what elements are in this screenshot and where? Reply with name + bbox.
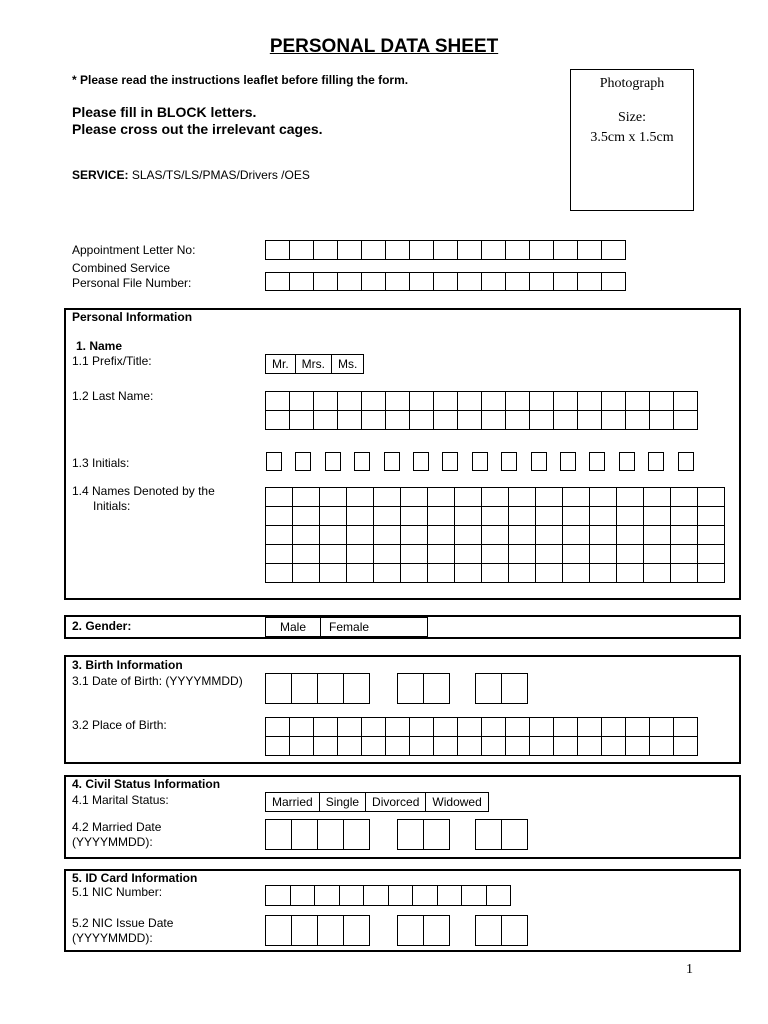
marital-option-single[interactable]: Single xyxy=(320,793,366,811)
input-cell[interactable] xyxy=(409,736,433,755)
input-cell[interactable] xyxy=(454,487,481,506)
input-cell[interactable] xyxy=(427,544,454,563)
input-cell[interactable] xyxy=(313,410,337,429)
initials-label: 1.3 Initials: xyxy=(72,456,130,470)
marital-status-label: 4.1 Marital Status: xyxy=(72,793,169,807)
service-line xyxy=(72,168,310,183)
input-cell[interactable] xyxy=(339,885,364,905)
input-cell[interactable] xyxy=(313,240,337,259)
input-cell[interactable] xyxy=(427,506,454,525)
input-cell[interactable] xyxy=(423,915,449,945)
input-cell[interactable] xyxy=(346,525,373,544)
input-cell[interactable] xyxy=(409,240,433,259)
input-cell[interactable] xyxy=(337,410,361,429)
input-cell[interactable] xyxy=(337,736,361,755)
input-cell[interactable] xyxy=(601,240,625,259)
input-cell[interactable] xyxy=(361,410,385,429)
input-cell[interactable] xyxy=(697,525,724,544)
gender-options xyxy=(265,617,428,637)
input-cell[interactable] xyxy=(486,885,511,905)
input-cell[interactable] xyxy=(535,506,562,525)
input-cell[interactable] xyxy=(433,240,457,259)
input-cell[interactable] xyxy=(529,717,553,736)
input-cell[interactable] xyxy=(265,506,292,525)
input-cell[interactable] xyxy=(508,525,535,544)
input-cell[interactable] xyxy=(400,506,427,525)
input-cell[interactable] xyxy=(673,391,697,410)
input-cell[interactable] xyxy=(427,487,454,506)
names-label-line1: 1.4 Names Denoted by the xyxy=(72,484,215,498)
input-cell[interactable] xyxy=(319,525,346,544)
dob-year-cells[interactable] xyxy=(265,673,370,704)
input-cell[interactable] xyxy=(601,272,625,290)
input-cell[interactable] xyxy=(589,506,616,525)
input-cell[interactable] xyxy=(265,885,290,905)
input-cell[interactable] xyxy=(697,487,724,506)
input-cell[interactable] xyxy=(433,410,457,429)
married-day-cells[interactable] xyxy=(475,819,528,850)
input-cell[interactable] xyxy=(373,506,400,525)
input-cell[interactable] xyxy=(289,717,313,736)
initial-box[interactable] xyxy=(501,452,517,471)
input-cell[interactable] xyxy=(373,563,400,582)
input-cell[interactable] xyxy=(505,736,529,755)
input-cell[interactable] xyxy=(337,240,361,259)
input-cell[interactable] xyxy=(437,885,462,905)
input-cell[interactable] xyxy=(616,525,643,544)
input-cell[interactable] xyxy=(601,717,625,736)
input-cell[interactable] xyxy=(670,563,697,582)
initial-box[interactable] xyxy=(531,452,547,471)
input-cell[interactable] xyxy=(346,487,373,506)
input-cell[interactable] xyxy=(385,240,409,259)
input-cell[interactable] xyxy=(292,506,319,525)
initial-box[interactable] xyxy=(413,452,429,471)
input-cell[interactable] xyxy=(535,544,562,563)
input-cell[interactable] xyxy=(427,563,454,582)
input-cell[interactable] xyxy=(346,544,373,563)
input-cell[interactable] xyxy=(535,563,562,582)
initial-box[interactable] xyxy=(266,452,282,471)
initial-box[interactable] xyxy=(648,452,664,471)
input-cell[interactable] xyxy=(292,563,319,582)
input-cell[interactable] xyxy=(553,410,577,429)
file-label-line2: Personal File Number: xyxy=(72,276,192,290)
initial-box[interactable] xyxy=(619,452,635,471)
initial-box[interactable] xyxy=(472,452,488,471)
page-number: 1 xyxy=(686,962,693,977)
nic-number-label: 5.1 NIC Number: xyxy=(72,885,163,899)
input-cell[interactable] xyxy=(461,885,486,905)
marital-option-widowed[interactable]: Widowed xyxy=(432,795,482,809)
input-cell[interactable] xyxy=(409,717,433,736)
input-cell[interactable] xyxy=(457,240,481,259)
input-cell[interactable] xyxy=(577,736,601,755)
input-cell[interactable] xyxy=(553,391,577,410)
input-cell[interactable] xyxy=(385,736,409,755)
input-cell[interactable] xyxy=(346,506,373,525)
input-cell[interactable] xyxy=(697,544,724,563)
married-date-label-line1: 4.2 Married Date xyxy=(72,820,162,834)
input-cell[interactable] xyxy=(400,563,427,582)
input-cell[interactable] xyxy=(501,673,527,703)
prefix-option-mrs[interactable]: Mrs. xyxy=(296,355,332,373)
input-cell[interactable] xyxy=(346,563,373,582)
input-cell[interactable] xyxy=(400,544,427,563)
name-header: 1. Name xyxy=(76,339,123,353)
input-cell[interactable] xyxy=(529,391,553,410)
birth-place-cells[interactable] xyxy=(265,717,698,756)
input-cell[interactable] xyxy=(673,717,697,736)
input-cell[interactable] xyxy=(291,673,317,703)
input-cell[interactable] xyxy=(373,487,400,506)
input-cell[interactable] xyxy=(475,915,501,945)
input-cell[interactable] xyxy=(292,544,319,563)
input-cell[interactable] xyxy=(616,544,643,563)
input-cell[interactable] xyxy=(397,673,423,703)
input-cell[interactable] xyxy=(317,915,343,945)
married-date-label-line2: (YYYYMMDD): xyxy=(72,835,153,849)
prefix-options xyxy=(265,354,364,374)
input-cell[interactable] xyxy=(501,819,527,849)
names-label-line2: Initials: xyxy=(93,499,131,513)
input-cell[interactable] xyxy=(265,915,291,945)
id-header: 5. ID Card Information xyxy=(72,871,198,885)
input-cell[interactable] xyxy=(457,736,481,755)
nic-issue-day-cells[interactable] xyxy=(475,915,528,946)
input-cell[interactable] xyxy=(265,819,291,849)
input-cell[interactable] xyxy=(337,272,361,290)
names-denoted-cells[interactable] xyxy=(265,487,725,583)
input-cell[interactable] xyxy=(643,506,670,525)
input-cell[interactable] xyxy=(601,391,625,410)
input-cell[interactable] xyxy=(562,563,589,582)
prefix-option-mr[interactable]: Mr. xyxy=(266,355,296,373)
marital-options xyxy=(265,792,489,812)
input-cell[interactable] xyxy=(616,487,643,506)
input-cell[interactable] xyxy=(481,544,508,563)
input-cell[interactable] xyxy=(553,736,577,755)
input-cell[interactable] xyxy=(385,717,409,736)
input-cell[interactable] xyxy=(508,544,535,563)
input-cell[interactable] xyxy=(265,736,289,755)
input-cell[interactable] xyxy=(481,391,505,410)
input-cell[interactable] xyxy=(291,819,317,849)
input-cell[interactable] xyxy=(373,525,400,544)
input-cell[interactable] xyxy=(553,717,577,736)
initial-box[interactable] xyxy=(442,452,458,471)
input-cell[interactable] xyxy=(319,544,346,563)
input-cell[interactable] xyxy=(337,717,361,736)
input-cell[interactable] xyxy=(553,272,577,290)
input-cell[interactable] xyxy=(577,272,601,290)
input-cell[interactable] xyxy=(289,240,313,259)
married-year-cells[interactable] xyxy=(265,819,370,850)
service-label: SERVICE: xyxy=(72,168,129,182)
input-cell[interactable] xyxy=(649,391,673,410)
input-cell[interactable] xyxy=(457,391,481,410)
input-cell[interactable] xyxy=(649,736,673,755)
input-cell[interactable] xyxy=(481,736,505,755)
input-cell[interactable] xyxy=(529,736,553,755)
input-cell[interactable] xyxy=(643,544,670,563)
input-cell[interactable] xyxy=(625,736,649,755)
input-cell[interactable] xyxy=(508,487,535,506)
input-cell[interactable] xyxy=(290,885,315,905)
input-cell[interactable] xyxy=(529,272,553,290)
input-cell[interactable] xyxy=(397,819,423,849)
input-cell[interactable] xyxy=(535,525,562,544)
input-cell[interactable] xyxy=(265,544,292,563)
last-name-label: 1.2 Last Name: xyxy=(72,389,154,403)
input-cell[interactable] xyxy=(385,391,409,410)
input-cell[interactable] xyxy=(317,819,343,849)
input-cell[interactable] xyxy=(625,391,649,410)
input-cell[interactable] xyxy=(454,563,481,582)
nic-issue-month-cells[interactable] xyxy=(397,915,450,946)
input-cell[interactable] xyxy=(289,410,313,429)
input-cell[interactable] xyxy=(673,410,697,429)
input-cell[interactable] xyxy=(265,673,291,703)
personal-header: Personal Information xyxy=(72,310,193,324)
input-cell[interactable] xyxy=(361,240,385,259)
input-cell[interactable] xyxy=(317,673,343,703)
input-cell[interactable] xyxy=(529,410,553,429)
input-cell[interactable] xyxy=(265,391,289,410)
input-cell[interactable] xyxy=(361,736,385,755)
input-cell[interactable] xyxy=(562,506,589,525)
appointment-number-cells[interactable] xyxy=(265,240,626,260)
input-cell[interactable] xyxy=(697,563,724,582)
file-label-line1: Combined Service xyxy=(72,261,171,275)
input-cell[interactable] xyxy=(481,506,508,525)
input-cell[interactable] xyxy=(601,410,625,429)
input-cell[interactable] xyxy=(454,544,481,563)
input-cell[interactable] xyxy=(314,885,339,905)
input-cell[interactable] xyxy=(433,391,457,410)
input-cell[interactable] xyxy=(433,717,457,736)
input-cell[interactable] xyxy=(643,563,670,582)
cross-out-note: Please cross out the irrelevant cages. xyxy=(72,121,323,137)
input-cell[interactable] xyxy=(670,487,697,506)
input-cell[interactable] xyxy=(319,506,346,525)
input-cell[interactable] xyxy=(292,525,319,544)
input-cell[interactable] xyxy=(481,717,505,736)
block-letters-note: Please fill in BLOCK letters. xyxy=(72,104,257,120)
input-cell[interactable] xyxy=(601,736,625,755)
input-cell[interactable] xyxy=(313,717,337,736)
input-cell[interactable] xyxy=(319,487,346,506)
appointment-label: Appointment Letter No: xyxy=(72,243,196,257)
input-cell[interactable] xyxy=(363,885,388,905)
input-cell[interactable] xyxy=(505,240,529,259)
input-cell[interactable] xyxy=(427,525,454,544)
input-cell[interactable] xyxy=(643,487,670,506)
nic-number-cells[interactable] xyxy=(265,885,511,906)
input-cell[interactable] xyxy=(577,391,601,410)
input-cell[interactable] xyxy=(625,410,649,429)
input-cell[interactable] xyxy=(673,736,697,755)
input-cell[interactable] xyxy=(501,915,527,945)
dob-label: 3.1 Date of Birth: (YYYYMMDD) xyxy=(72,674,243,688)
input-cell[interactable] xyxy=(670,544,697,563)
input-cell[interactable] xyxy=(337,391,361,410)
photo-size-label: Size: xyxy=(618,110,646,125)
input-cell[interactable] xyxy=(343,673,369,703)
input-cell[interactable] xyxy=(505,391,529,410)
input-cell[interactable] xyxy=(289,391,313,410)
input-cell[interactable] xyxy=(400,487,427,506)
file-number-cells[interactable] xyxy=(265,272,626,291)
input-cell[interactable] xyxy=(388,885,413,905)
input-cell[interactable] xyxy=(457,717,481,736)
input-cell[interactable] xyxy=(481,240,505,259)
photograph-box[interactable] xyxy=(570,69,694,211)
birth-header: 3. Birth Information xyxy=(72,658,183,672)
input-cell[interactable] xyxy=(577,240,601,259)
initial-box[interactable] xyxy=(678,452,694,471)
input-cell[interactable] xyxy=(289,736,313,755)
input-cell[interactable] xyxy=(361,717,385,736)
marital-option-married[interactable]: Married xyxy=(266,793,320,811)
input-cell[interactable] xyxy=(505,272,529,290)
input-cell[interactable] xyxy=(343,915,369,945)
dob-month-cells[interactable] xyxy=(397,673,450,704)
input-cell[interactable] xyxy=(505,410,529,429)
input-cell[interactable] xyxy=(361,391,385,410)
input-cell[interactable] xyxy=(313,391,337,410)
input-cell[interactable] xyxy=(397,915,423,945)
input-cell[interactable] xyxy=(265,717,289,736)
initial-box[interactable] xyxy=(560,452,576,471)
input-cell[interactable] xyxy=(553,240,577,259)
input-cell[interactable] xyxy=(409,391,433,410)
input-cell[interactable] xyxy=(616,506,643,525)
gender-option-female[interactable]: Female xyxy=(329,620,370,634)
initial-box[interactable] xyxy=(589,452,605,471)
service-options[interactable]: SLAS/TS/LS/PMAS/Drivers /OES xyxy=(131,168,310,182)
input-cell[interactable] xyxy=(361,272,385,290)
input-cell[interactable] xyxy=(433,272,457,290)
input-cell[interactable] xyxy=(589,544,616,563)
input-cell[interactable] xyxy=(625,717,649,736)
input-cell[interactable] xyxy=(481,410,505,429)
input-cell[interactable] xyxy=(412,885,437,905)
page-title: PERSONAL DATA SHEET xyxy=(269,36,499,57)
input-cell[interactable] xyxy=(505,717,529,736)
input-cell[interactable] xyxy=(291,915,317,945)
input-cell[interactable] xyxy=(343,819,369,849)
dob-day-cells[interactable] xyxy=(475,673,528,704)
input-cell[interactable] xyxy=(562,544,589,563)
input-cell[interactable] xyxy=(589,487,616,506)
input-cell[interactable] xyxy=(265,272,289,290)
input-cell[interactable] xyxy=(481,487,508,506)
nic-issue-year-cells[interactable] xyxy=(265,915,370,946)
married-month-cells[interactable] xyxy=(397,819,450,850)
input-cell[interactable] xyxy=(265,563,292,582)
prefix-label: 1.1 Prefix/Title: xyxy=(72,354,152,368)
input-cell[interactable] xyxy=(475,819,501,849)
input-cell[interactable] xyxy=(670,525,697,544)
input-cell[interactable] xyxy=(373,544,400,563)
input-cell[interactable] xyxy=(454,525,481,544)
input-cell[interactable] xyxy=(649,410,673,429)
input-cell[interactable] xyxy=(265,410,289,429)
input-cell[interactable] xyxy=(433,736,457,755)
input-cell[interactable] xyxy=(409,272,433,290)
input-cell[interactable] xyxy=(265,525,292,544)
input-cell[interactable] xyxy=(409,410,433,429)
birth-place-label: 3.2 Place of Birth: xyxy=(72,718,167,732)
input-cell[interactable] xyxy=(475,673,501,703)
input-cell[interactable] xyxy=(589,563,616,582)
instructions-note: * Please read the instructions leaflet before filling the form. xyxy=(72,73,409,87)
input-cell[interactable] xyxy=(385,272,409,290)
input-cell[interactable] xyxy=(292,487,319,506)
input-cell[interactable] xyxy=(457,410,481,429)
civil-header: 4. Civil Status Information xyxy=(72,777,221,791)
input-cell[interactable] xyxy=(481,525,508,544)
photo-label: Photograph xyxy=(599,76,665,91)
input-cell[interactable] xyxy=(423,819,449,849)
nic-issue-label-line1: 5.2 NIC Issue Date xyxy=(72,916,174,930)
photo-size-value: 3.5cm x 1.5cm xyxy=(590,130,674,145)
input-cell[interactable] xyxy=(313,272,337,290)
last-name-cells[interactable] xyxy=(265,391,698,430)
input-cell[interactable] xyxy=(670,506,697,525)
input-cell[interactable] xyxy=(616,563,643,582)
input-cell[interactable] xyxy=(649,717,673,736)
initial-box[interactable] xyxy=(295,452,311,471)
input-cell[interactable] xyxy=(697,506,724,525)
input-cell[interactable] xyxy=(562,525,589,544)
input-cell[interactable] xyxy=(643,525,670,544)
input-cell[interactable] xyxy=(313,736,337,755)
nic-issue-label-line2: (YYYYMMDD): xyxy=(72,931,153,945)
input-cell[interactable] xyxy=(265,487,292,506)
input-cell[interactable] xyxy=(508,563,535,582)
input-cell[interactable] xyxy=(319,563,346,582)
marital-option-divorced[interactable]: Divorced xyxy=(366,793,426,811)
input-cell[interactable] xyxy=(385,410,409,429)
input-cell[interactable] xyxy=(400,525,427,544)
input-cell[interactable] xyxy=(423,673,449,703)
input-cell[interactable] xyxy=(265,240,289,259)
initial-box[interactable] xyxy=(384,452,400,471)
input-cell[interactable] xyxy=(529,240,553,259)
input-cell[interactable] xyxy=(481,563,508,582)
input-cell[interactable] xyxy=(454,506,481,525)
input-cell[interactable] xyxy=(289,272,313,290)
initial-box[interactable] xyxy=(325,452,341,471)
input-cell[interactable] xyxy=(481,272,505,290)
input-cell[interactable] xyxy=(562,487,589,506)
input-cell[interactable] xyxy=(589,525,616,544)
prefix-option-ms[interactable]: Ms. xyxy=(338,357,358,371)
input-cell[interactable] xyxy=(457,272,481,290)
input-cell[interactable] xyxy=(535,487,562,506)
input-cell[interactable] xyxy=(508,506,535,525)
input-cell[interactable] xyxy=(577,717,601,736)
gender-option-male[interactable]: Male xyxy=(266,618,321,636)
gender-header: 2. Gender: xyxy=(72,619,132,633)
input-cell[interactable] xyxy=(577,410,601,429)
initial-box[interactable] xyxy=(354,452,370,471)
